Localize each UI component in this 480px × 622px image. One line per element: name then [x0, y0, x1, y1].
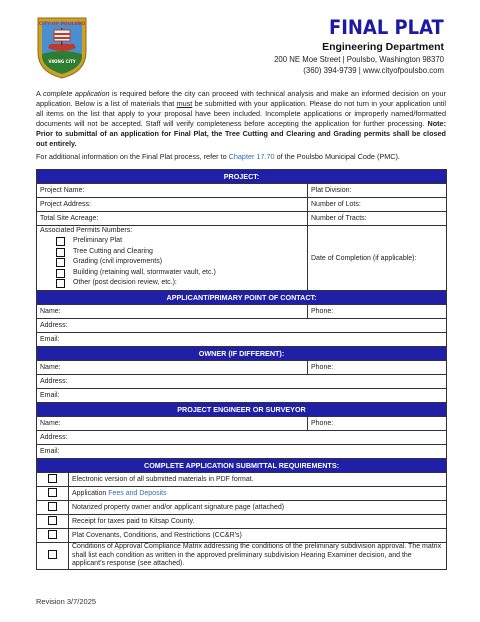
requirement-tax-receipt: Receipt for taxes paid to Kitsap County. [69, 515, 447, 529]
engineer-phone-field[interactable]: Phone: [308, 417, 447, 431]
site-acreage-field[interactable]: Total Site Acreage: [37, 212, 308, 226]
permits-label: Associated Permits Numbers: [40, 227, 133, 235]
department-address: 200 NE Moe Street | Poulsbo, Washington 98370 [274, 55, 444, 64]
requirement-fees: Application Fees and Deposits [69, 487, 447, 501]
permit-preliminary-plat: Preliminary Plat [56, 236, 304, 247]
section-heading-requirements: COMPLETE APPLICATION SUBMITTAL REQUIREMENTS: [37, 459, 447, 473]
requirement-checkbox-cell [37, 543, 69, 570]
section-heading-engineer: PROJECT ENGINEER OR SURVEYOR [37, 403, 447, 417]
plat-division-field[interactable]: Plat Division: [308, 184, 447, 198]
engineer-name-field[interactable]: Name: [37, 417, 308, 431]
permit-grading: Grading (civil improvements) [56, 257, 304, 268]
permit-tree-cutting: Tree Cutting and Clearing [56, 247, 304, 258]
checkbox[interactable] [48, 474, 57, 483]
number-of-lots-field[interactable]: Number of Lots: [308, 198, 447, 212]
requirement-checkbox-cell [37, 501, 69, 515]
revision-date: Revision 3/7/2025 [36, 597, 97, 606]
applicant-name-field[interactable]: Name: [37, 305, 308, 319]
info-paragraph: For additional information on the Final Plat process, refer to Chapter 17.70 of the Poulsbo Municipal Code (PMC). [36, 152, 400, 161]
checkbox[interactable] [48, 488, 57, 497]
form-title: FINAL PLAT [329, 16, 444, 39]
applicant-address-field[interactable]: Address: [37, 319, 447, 333]
checkbox[interactable] [48, 550, 57, 559]
owner-address-field[interactable]: Address: [37, 375, 447, 389]
application-form [36, 169, 447, 570]
owner-email-field[interactable]: Email: [37, 389, 447, 403]
completion-date-field[interactable]: Date of Completion (if applicable): [308, 226, 447, 291]
checkbox[interactable] [48, 516, 57, 525]
requirement-checkbox-cell [37, 529, 69, 543]
owner-phone-field[interactable]: Phone: [308, 361, 447, 375]
checkbox[interactable] [48, 502, 57, 511]
pmc-chapter-link[interactable]: Chapter 17.70 [228, 152, 275, 161]
owner-name-field[interactable]: Name: [37, 361, 308, 375]
svg-text:CITY OF POULSBO: CITY OF POULSBO [38, 22, 86, 27]
section-heading-project: PROJECT: [37, 170, 447, 184]
applicant-email-field[interactable]: Email: [37, 333, 447, 347]
requirement-signature-page: Notarized property owner and/or applicant signature page (attached) [69, 501, 447, 515]
associated-permits-cell [37, 226, 308, 291]
applicant-phone-field[interactable]: Phone: [308, 305, 447, 319]
department-contact: (360) 394-9739 | www.cityofpoulsbo.com [303, 66, 444, 75]
intro-paragraph: A complete application is required before the city can proceed with technical analysis and make an informed decision on your application. Below is a list of materials that must be submitted with your application. Please do not turn in your application until all items on the list that apply to your proposal have been included. Incomplete applications or improperly named/formatted documents will not be accepted. Staff will verify completeness before accepting the application for further processing. Note: Prior to submittal of an application for Final Plat, the Tree Cutting and Clearing and Grading permits shall be closed out entirely. [36, 89, 446, 148]
checkbox[interactable] [56, 248, 65, 257]
checkbox[interactable] [56, 269, 65, 278]
svg-text:VIKING CITY: VIKING CITY [48, 59, 76, 64]
project-name-field[interactable]: Project Name: [37, 184, 308, 198]
section-heading-owner: OWNER (IF DIFFERENT): [37, 347, 447, 361]
checkbox[interactable] [56, 258, 65, 267]
checkbox[interactable] [56, 237, 65, 246]
checkbox[interactable] [56, 279, 65, 288]
requirement-pdf: Electronic version of all submitted materials in PDF format. [69, 473, 447, 487]
engineer-address-field[interactable]: Address: [37, 431, 447, 445]
engineer-email-field[interactable]: Email: [37, 445, 447, 459]
project-address-field[interactable]: Project Address: [37, 198, 308, 212]
requirement-checkbox-cell [37, 515, 69, 529]
section-heading-applicant: APPLICANT/PRIMARY POINT OF CONTACT: [37, 291, 447, 305]
fees-deposits-link[interactable]: Fees and Deposits [108, 490, 167, 497]
number-of-tracts-field[interactable]: Number of Tracts: [308, 212, 447, 226]
requirement-checkbox-cell [37, 473, 69, 487]
permit-building: Building (retaining wall, stormwater vault, etc.) [56, 268, 304, 279]
checkbox[interactable] [48, 530, 57, 539]
requirement-checkbox-cell [37, 487, 69, 501]
requirement-ccrs: Plat Covenants, Conditions, and Restrictions (CC&R’s) [69, 529, 447, 543]
permit-other: Other (post decision review, etc.): [56, 278, 304, 289]
requirement-compliance-matrix: Conditions of Approval Compliance Matrix addressing the conditions of the preliminary subdivision approval. The matrix shall list each condition as written in the approved preliminary subdivision Hearing Examiner decision, and the applicant’s response (see attached). [69, 543, 447, 570]
city-logo [34, 14, 90, 80]
department-name: Engineering Department [322, 41, 444, 53]
